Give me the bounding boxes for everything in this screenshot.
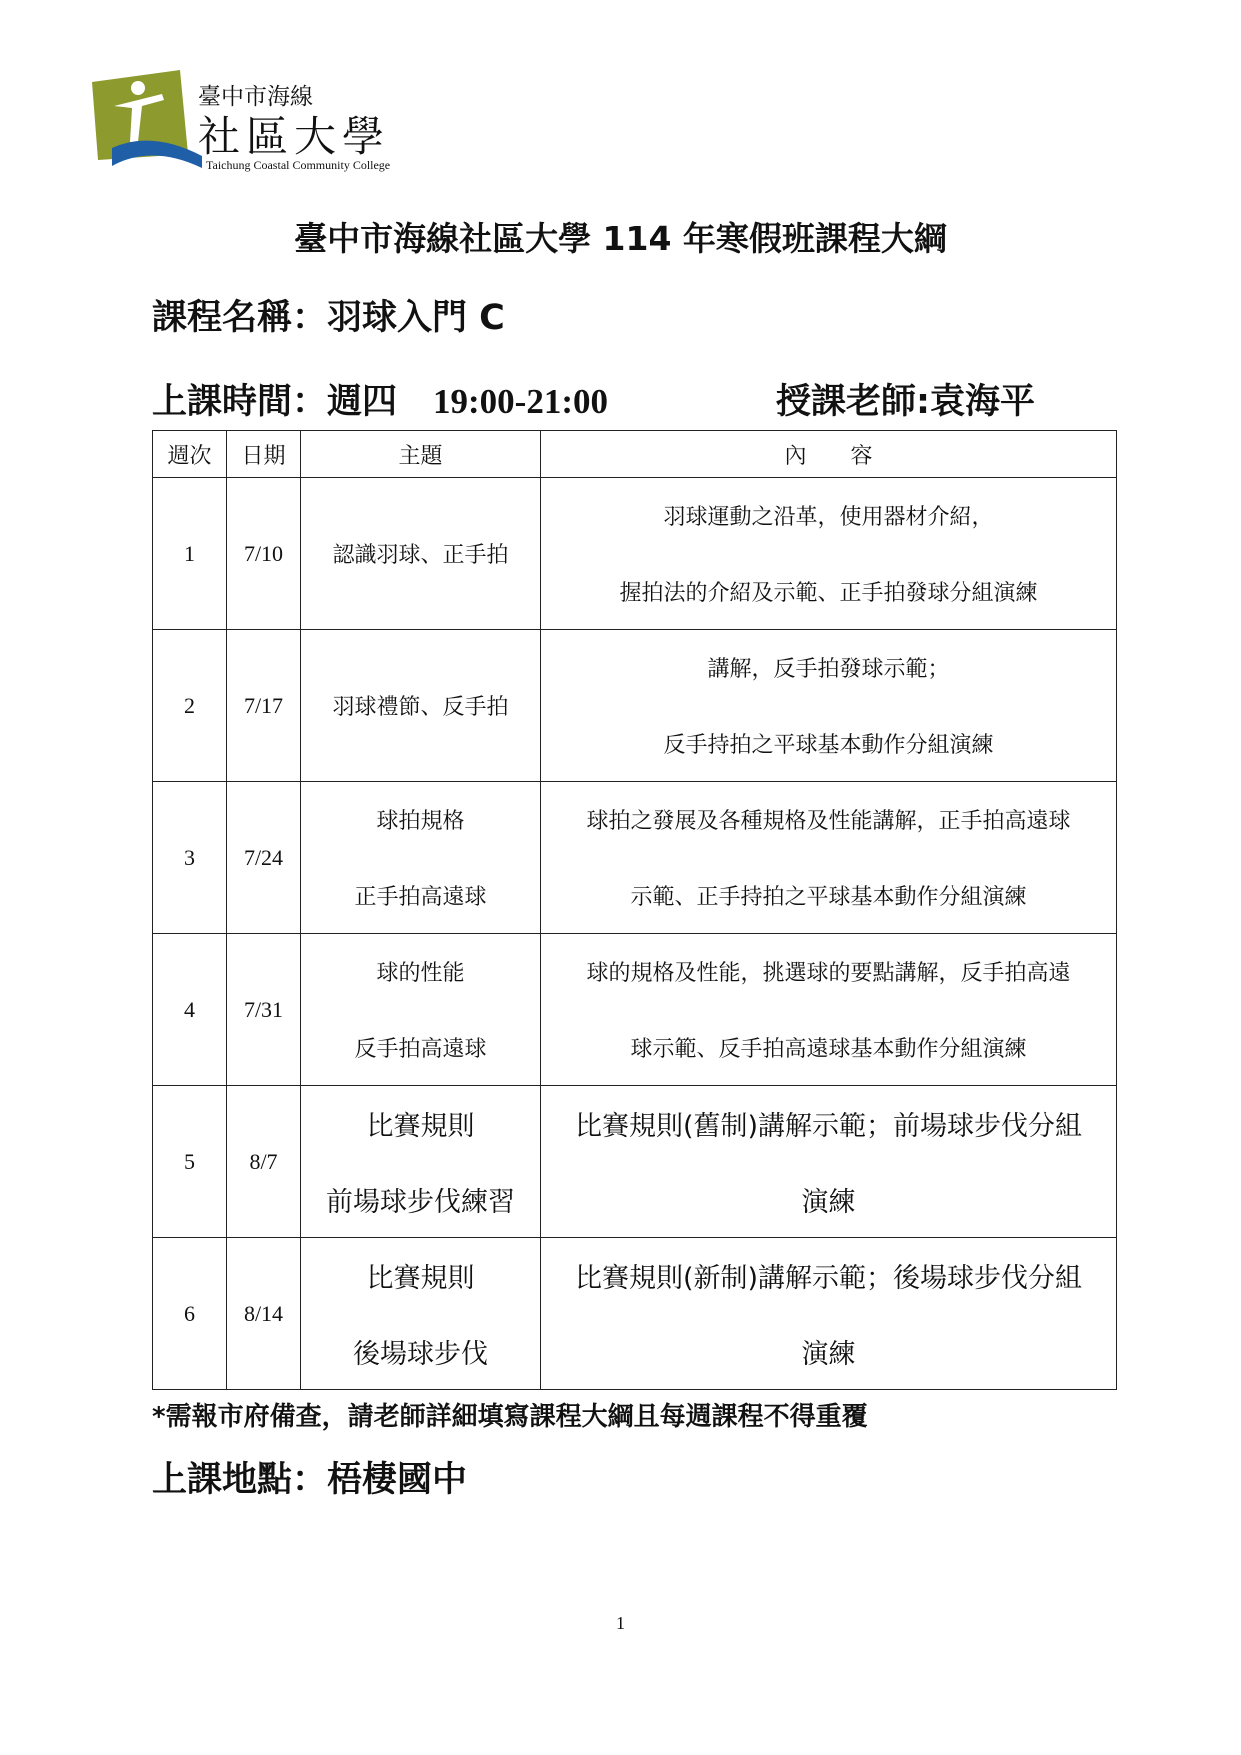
document-title: 臺中市海線社區大學 114 年寒假班課程大綱 [294, 219, 947, 258]
topic-cell [301, 630, 541, 782]
content-line: 示範、正手持拍之平球基本動作分組演練 [630, 884, 1027, 910]
content-cell [541, 934, 1117, 1086]
content-cell [541, 1086, 1117, 1238]
content-line: 握拍法的介紹及示範、正手拍發球分組演練 [619, 580, 1038, 606]
table-row [153, 782, 1117, 934]
week-cell: 4 [153, 934, 227, 1086]
class-time [152, 374, 608, 424]
topic-line: 正手拍高遠球 [354, 884, 487, 910]
topic-line: 前場球步伐練習 [326, 1186, 515, 1218]
college-emblem-icon [92, 70, 202, 180]
table-row [153, 478, 1117, 630]
topic-line: 羽球禮節、反手拍 [332, 695, 509, 720]
content-line: 比賽規則(新制)講解示範；後場球步伐分組 [574, 1263, 1083, 1295]
header-date: 日期 [227, 431, 301, 478]
topic-line: 反手拍高遠球 [354, 1036, 487, 1062]
content-line: 球示範、反手拍高遠球基本動作分組演練 [630, 1036, 1027, 1062]
logo-line2: 社區大學 [198, 112, 391, 161]
topic-line: 後場球步伐 [353, 1338, 488, 1370]
content-line: 反手持拍之平球基本動作分組演練 [663, 732, 994, 758]
content-line: 球拍之發展及各種規格及性能講解，正手拍高遠球 [586, 809, 1071, 835]
topic-cell [301, 478, 541, 630]
content-line: 講解，反手拍發球示範； [707, 657, 950, 683]
date-cell: 7/31 [227, 934, 301, 1086]
date-cell: 7/17 [227, 630, 301, 782]
content-line: 球的規格及性能，挑選球的要點講解，反手拍高遠 [586, 961, 1071, 987]
topic-cell [301, 1086, 541, 1238]
date-cell: 7/10 [227, 478, 301, 630]
topic-line: 認識羽球、正手拍 [332, 543, 509, 568]
syllabus-table [152, 430, 1117, 1390]
week-cell: 3 [153, 782, 227, 934]
date-cell: 7/24 [227, 782, 301, 934]
content-line: 演練 [801, 1338, 856, 1370]
class-location: 上課地點：梧棲國中 [152, 1460, 468, 1500]
topic-line: 比賽規則 [366, 1111, 475, 1143]
logo-line1: 臺中市海線 [198, 84, 313, 110]
week-cell: 6 [153, 1238, 227, 1390]
content-line: 羽球運動之沿革，使用器材介紹， [663, 505, 994, 531]
topic-line: 球的性能 [376, 961, 465, 987]
content-cell [541, 478, 1117, 630]
table-header-row [153, 431, 1117, 478]
topic-cell [301, 934, 541, 1086]
week-cell: 2 [153, 630, 227, 782]
topic-line: 比賽規則 [366, 1263, 475, 1295]
topic-cell [301, 1238, 541, 1390]
page-number: 1 [616, 1613, 625, 1633]
header-content: 內 容 [541, 431, 1117, 478]
week-cell: 5 [153, 1086, 227, 1238]
table-row [153, 1238, 1117, 1390]
topic-cell [301, 782, 541, 934]
date-cell: 8/14 [227, 1238, 301, 1390]
course-name: 課程名稱：羽球入門 C [152, 298, 505, 338]
table-row [153, 1086, 1117, 1238]
logo-line3: Taichung Coastal Community College [206, 158, 391, 172]
class-time-value: 19:00-21:00 [433, 382, 608, 421]
class-time-label: 上課時間：週四 [152, 382, 398, 422]
content-line: 比賽規則(舊制)講解示範；前場球步伐分組 [574, 1111, 1083, 1143]
teacher: 授課老師:袁海平 [776, 382, 1035, 422]
college-logo [92, 70, 452, 180]
content-cell [541, 1238, 1117, 1390]
date-cell: 8/7 [227, 1086, 301, 1238]
header-week: 週次 [153, 431, 227, 478]
table-row [153, 630, 1117, 782]
filing-note: *需報市府備查，請老師詳細填寫課程大綱且每週課程不得重覆 [152, 1402, 868, 1432]
table-row [153, 934, 1117, 1086]
topic-line: 球拍規格 [376, 809, 465, 835]
content-line: 演練 [801, 1186, 856, 1218]
header-topic: 主題 [301, 431, 541, 478]
week-cell: 1 [153, 478, 227, 630]
content-cell [541, 782, 1117, 934]
content-cell [541, 630, 1117, 782]
